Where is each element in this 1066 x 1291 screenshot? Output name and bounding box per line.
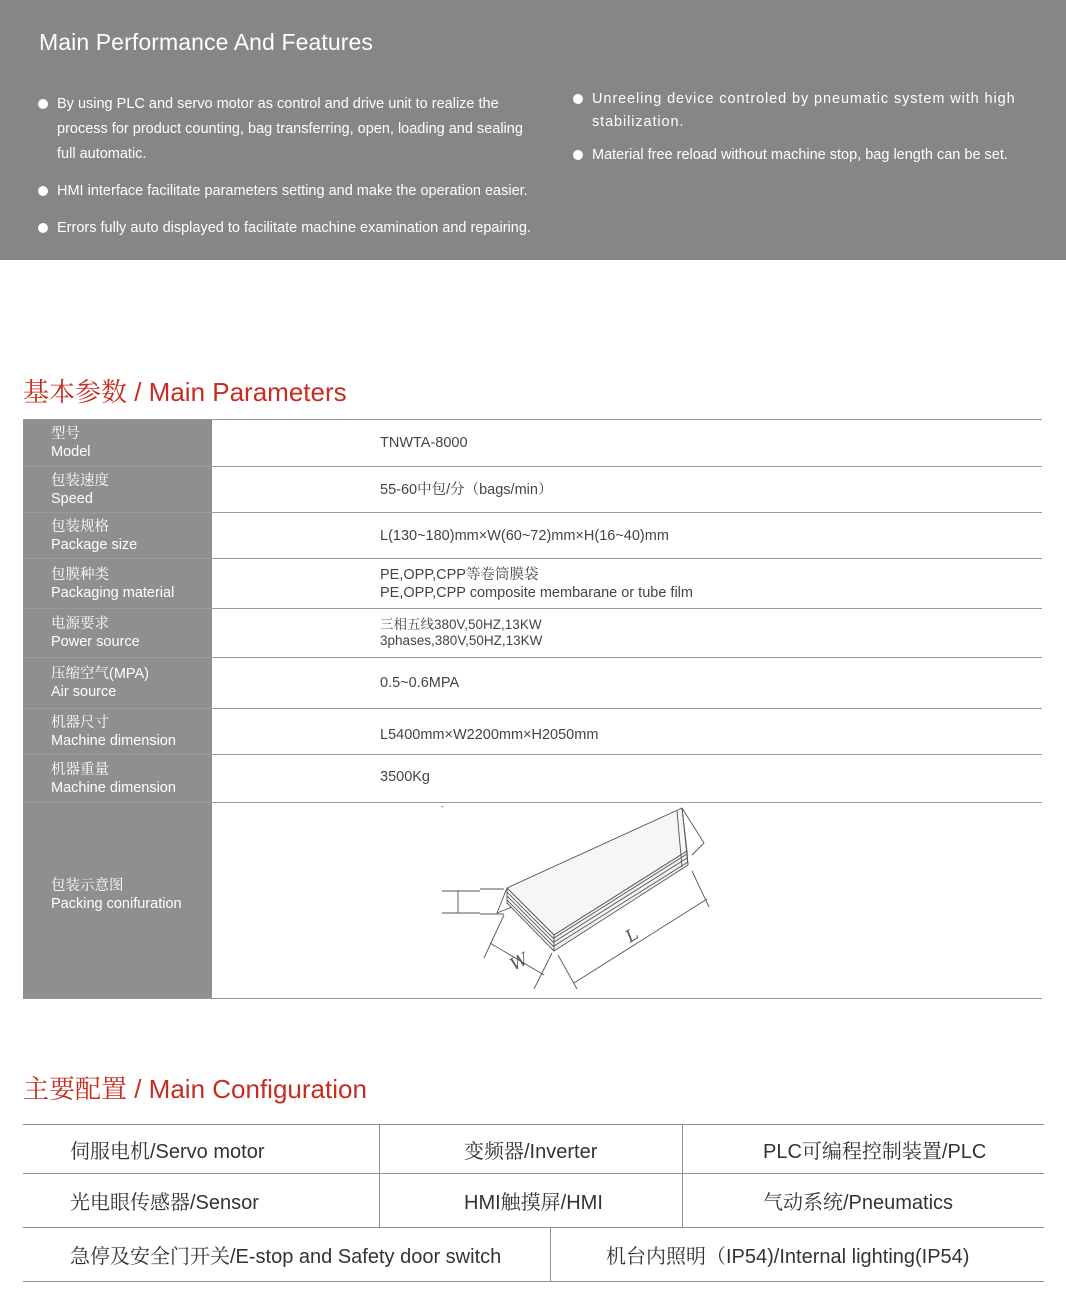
bullet-icon	[573, 94, 583, 104]
param-key: 机器重量 Machine dimension	[23, 755, 212, 802]
table-row	[23, 513, 1042, 559]
features-title: Main Performance And Features	[39, 29, 374, 55]
configuration-title: 主要配置 / Main Configuration	[23, 1074, 367, 1104]
bullet-icon	[38, 223, 48, 233]
feature-item: HMI interface facilitate parameters setting and make the operation easier.	[38, 179, 538, 204]
table-row	[23, 1228, 1044, 1282]
config-cell: 急停及安全门开关/E-stop and Safety door switch	[23, 1228, 551, 1281]
param-value: PE,OPP,CPP等卷筒膜袋 PE,OPP,CPP composite membarane or tube film	[380, 566, 693, 601]
param-key: 包膜种类 Packaging material	[23, 559, 212, 608]
config-cell: PLC可编程控制装置/PLC	[763, 1140, 987, 1163]
parameters-table	[23, 419, 1042, 999]
configuration-table	[23, 1124, 1044, 1282]
param-value: 3500Kg	[380, 768, 430, 785]
config-cell: 伺服电机/Servo motor	[23, 1125, 380, 1173]
table-row	[23, 658, 1042, 709]
feature-item: Errors fully auto displayed to facilitate machine examination and repairing.	[38, 216, 538, 241]
parameters-title: 基本参数 / Main Parameters	[23, 377, 347, 407]
config-cell: 机台内照明（IP54)/Internal lighting(IP54)	[606, 1246, 970, 1268]
table-row	[23, 609, 1042, 658]
param-value: L5400mm×W2200mm×H2050mm	[380, 726, 599, 743]
param-value: L(130~180)mm×W(60~72)mm×H(16~40)mm	[380, 527, 669, 544]
table-row	[23, 755, 1042, 803]
config-cell: 气动系统/Pneumatics	[763, 1192, 954, 1214]
param-key: 机器尺寸 Machine dimension	[23, 709, 212, 754]
config-cell: 光电眼传感器/Sensor	[23, 1174, 380, 1227]
feature-item: By using PLC and servo motor as control and drive unit to realize the process for product counting, bag transferring, open, loading and sealing full automatic.	[38, 92, 538, 167]
table-row	[23, 1174, 1044, 1228]
config-cell: 变频器/Inverter	[380, 1125, 683, 1173]
param-value: 0.5~0.6MPA	[380, 675, 460, 691]
table-row	[23, 420, 1042, 467]
param-key: 包装规格 Package size	[23, 513, 212, 558]
features-list-right	[573, 88, 1058, 177]
param-key: 压缩空气(MPA) Air source	[23, 658, 212, 708]
bullet-icon	[573, 150, 583, 160]
config-cell: HMI触摸屏/HMI	[380, 1174, 683, 1227]
param-key: 包装速度 Speed	[23, 467, 212, 512]
diagram-label-l: L	[622, 924, 643, 948]
table-row	[23, 709, 1042, 755]
param-value: TNWTA-8000	[380, 435, 468, 451]
table-row	[23, 467, 1042, 513]
diagram-label-w: W	[506, 949, 532, 976]
features-section	[0, 0, 1066, 260]
features-list-left	[38, 92, 538, 253]
param-value: 55-60中包/分（bags/min）	[380, 481, 553, 498]
packing-diagram-cell	[212, 803, 1042, 998]
packing-diagram	[212, 803, 1042, 998]
feature-item: Unreeling device controled by pneumatic system with high stabilization.	[573, 88, 1058, 134]
table-row	[23, 1125, 1044, 1174]
table-row	[23, 803, 1042, 999]
param-key: 型号 Model	[23, 420, 212, 466]
param-key: 包装示意图 Packing conifuration	[23, 803, 212, 998]
bullet-icon	[38, 186, 48, 196]
bullet-icon	[38, 99, 48, 109]
param-value: 三相五线380V,50HZ,13KW 3phases,380V,50HZ,13KW	[380, 617, 543, 648]
feature-item: Material free reload without machine stop, bag length can be set.	[573, 144, 1058, 167]
table-row	[23, 559, 1042, 609]
param-key: 电源要求 Power source	[23, 609, 212, 657]
